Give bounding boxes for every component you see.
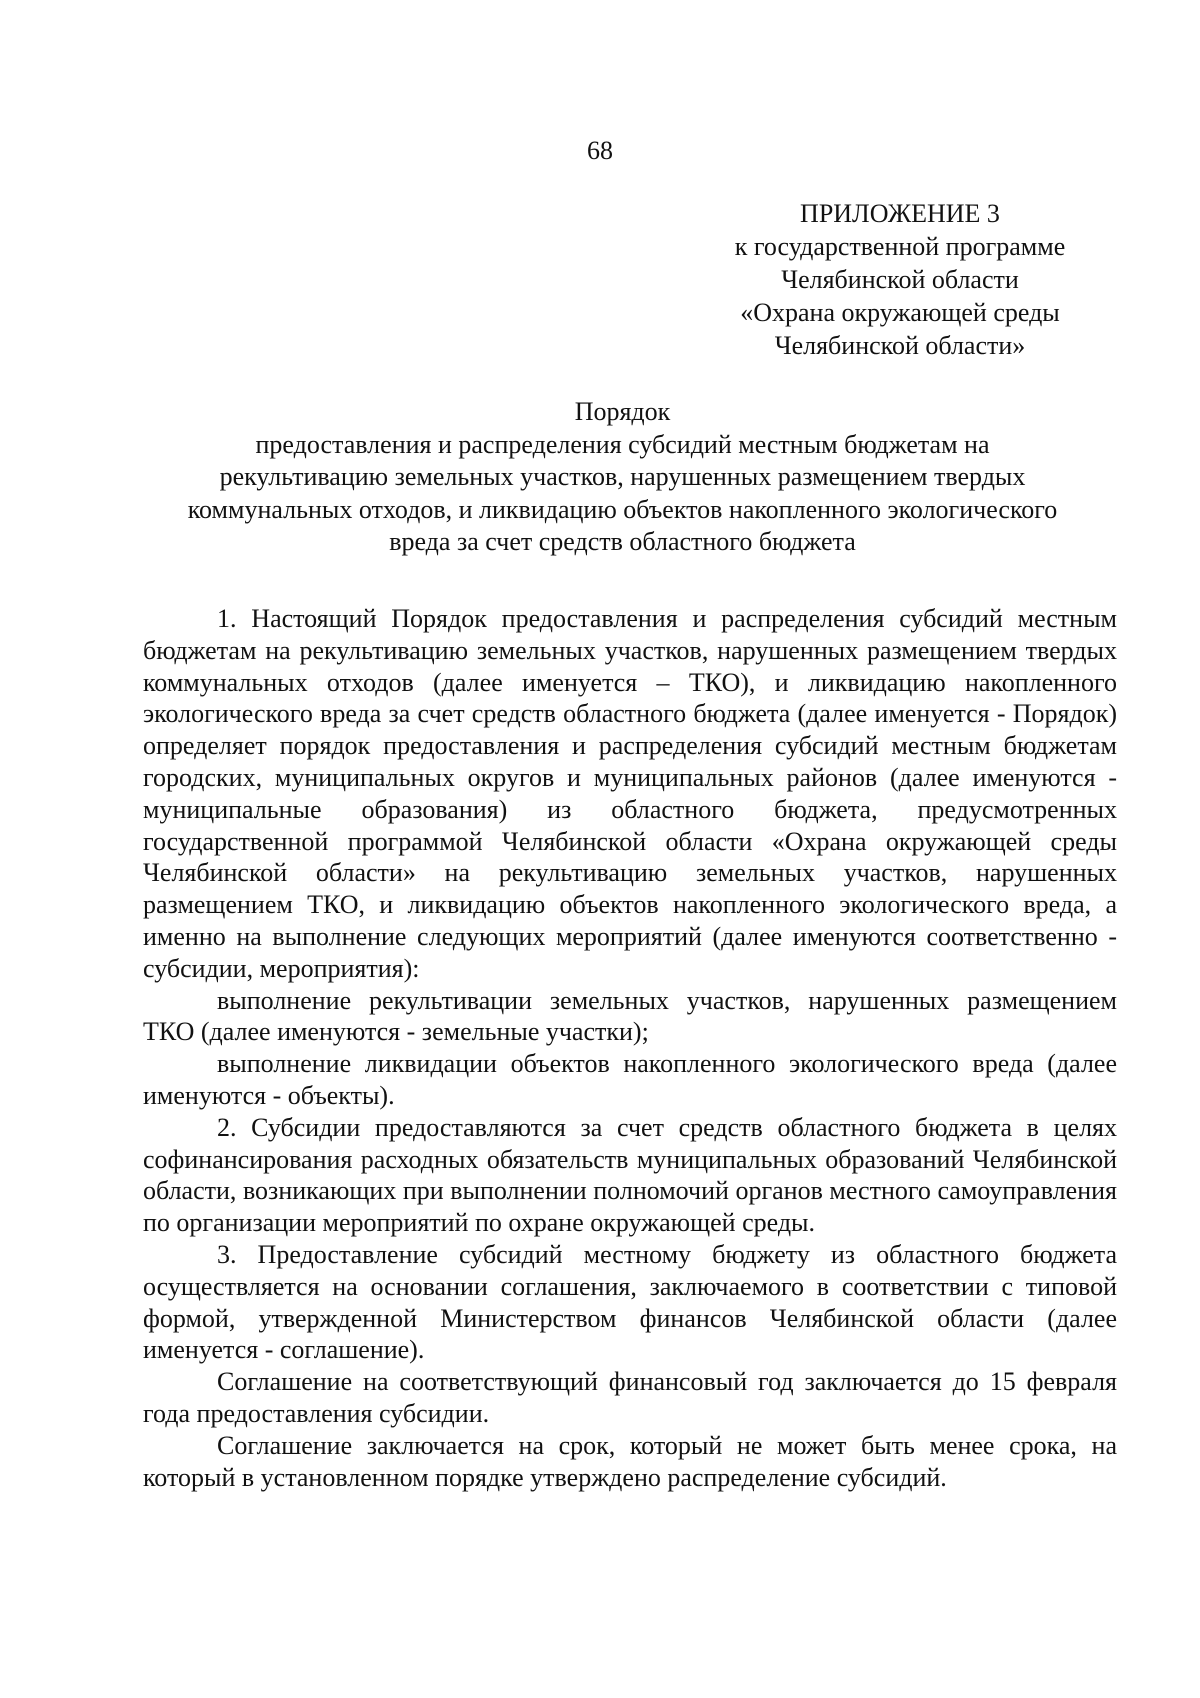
title-line: коммунальных отходов, и ликвидацию объектов накопленного экологического [187, 494, 1058, 524]
appendix-line: к государственной программе [734, 232, 1066, 261]
title-line: предоставления и распределения субсидий местным бюджетам на [255, 429, 990, 459]
title-heading: Порядок [574, 397, 671, 426]
paragraph-land-plots: выполнение рекультивации земельных участков, нарушенных размещением ТКО (далее именуются - земельные участки); [143, 985, 1117, 1047]
paragraph-2: 2. Субсидии предоставляются за счет средств областного бюджета в целях софинансирования расходных обязательств муниципальных образований Челябинской области, возникающих при выполнении полномочий органов местного самоуправления по организации мероприятий по охране окружающей среды. [143, 1112, 1117, 1238]
document-body [143, 603, 1117, 1493]
paragraph-objects: выполнение ликвидации объектов накопленного экологического вреда (далее именуются - объекты). [143, 1049, 1117, 1110]
title-line: вреда за счет средств областного бюджета [389, 527, 856, 556]
appendix-line: «Охрана окружающей среды [740, 298, 1060, 327]
page-number: 68 [587, 136, 613, 165]
appendix-header [700, 197, 1100, 362]
appendix-label: ПРИЛОЖЕНИЕ 3 [800, 199, 1000, 228]
paragraph-1: 1. Настоящий Порядок предоставления и распределения субсидий местным бюджетам на рекультивацию земельных участков, нарушенных размещением твердых коммунальных отходов (далее именуется – ТКО), и ликвидацию накопленного экологического вреда за счет средств областного бюджета (далее именуется - Порядок) определяет порядок предоставления и распределения субсидий местным бюджетам городских, муниципальных округов и муниципальных районов (далее именуются - муниципальные образования) из областного бюджета, предусмотренных государственной программой Челябинской области «Охрана окружающей среды Челябинской области» на рекультивацию земельных участков, нарушенных размещением ТКО, и ликвидацию объектов накопленного экологического вреда, а именно на выполнение следующих мероприятий (далее именуются соответственно - субсидии, мероприятия): [143, 604, 1117, 983]
paragraph-agreement-term: Соглашение заключается на срок, который не может быть менее срока, на который в установленном порядке утверждено распределение субсидий. [143, 1430, 1117, 1492]
document-title [145, 396, 1100, 559]
paragraph-3: 3. Предоставление субсидий местному бюджету из областного бюджета осуществляется на основании соглашения, заключаемого в соответствии с типовой формой, утвержденной Министерством финансов Челябинской области (далее именуется - соглашение). [143, 1239, 1117, 1365]
paragraph-agreement-deadline: Соглашение на соответствующий финансовый год заключается до 15 февраля года предоставления субсидии. [143, 1367, 1117, 1428]
appendix-line: Челябинской области» [774, 331, 1026, 360]
title-line: рекультивацию земельных участков, нарушенных размещением твердых [219, 462, 1026, 491]
appendix-line: Челябинской области [781, 265, 1019, 294]
